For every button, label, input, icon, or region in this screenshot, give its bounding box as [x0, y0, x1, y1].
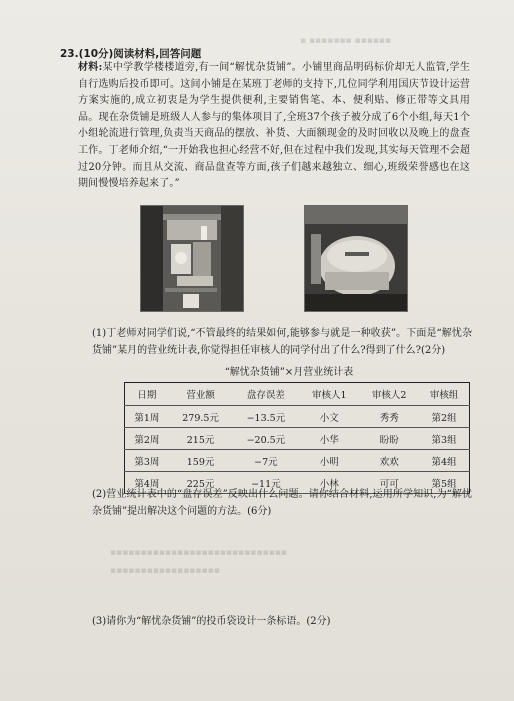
table-cell: 小林 — [299, 472, 359, 494]
table-header-cell: 审核人1 — [299, 383, 359, 406]
table-cell: 第3组 — [419, 428, 469, 450]
table-cell: −7元 — [232, 450, 299, 472]
table-cell: −11元 — [232, 472, 299, 494]
table-row — [125, 428, 470, 450]
question-1: (1)丁老师对同学们说,“不管最终的结果如何,能够参与就是一种收获”。下面是“解忧杂货铺”某月的营业统计表,你觉得担任审核人的同学付出了什么?得到了什么?(2分) — [92, 328, 472, 356]
question-title: 23.(10分)阅读材料,回答问题 — [60, 48, 202, 60]
bleed-through-text: ▪▪▪▪▪▪▪▪▪▪▪▪▪▪▪▪▪▪▪▪▪▪▪▪▪▪▪▪▪ — [110, 548, 287, 558]
material-paragraph — [78, 60, 470, 193]
table-header-cell: 审核组 — [419, 383, 469, 406]
table-header-cell: 日期 — [125, 383, 169, 406]
table-cell: −13.5元 — [232, 406, 299, 428]
photo-coin-box — [304, 205, 408, 312]
table-row — [125, 406, 470, 428]
table-cell: 159元 — [169, 450, 233, 472]
table-cell: 可可 — [359, 472, 419, 494]
table-cell: 279.5元 — [169, 406, 233, 428]
table-cell: 第3周 — [125, 450, 169, 472]
table-cell: 215元 — [169, 428, 233, 450]
table-title: “解忧杂货铺”×月营业统计表 — [224, 367, 354, 378]
sales-statistics-table — [124, 382, 470, 494]
table-cell: 盼盼 — [359, 428, 419, 450]
bleed-through-text: ▪▪▪▪▪▪▪▪▪▪▪▪▪▪▪▪▪▪ — [110, 566, 220, 576]
table-header-cell: 审核人2 — [359, 383, 419, 406]
table-cell: 小华 — [299, 428, 359, 450]
material-text: 某中学教学楼楼道旁,有一间“解忧杂货铺”。小铺里商品明码标价却无人监管,学生自行选购后投币即可。这间小铺是在某班丁老师的支持下,几位同学利用国庆节设计运营方案实施的,成立初衷是为学生提供便利,主要销售笔、本、便利贴、修正带等文具用品。现在杂货铺是班级人人参与的集体项目了,全班37个孩子被分成了6个小组,每天1个小组轮流进行管理,负责当天商品的摆放、补货、大面额现金的及时回收以及晚上的盘查工作。丁老师介绍,“一开始我也担心经营不好,但在过程中我们发现,其实每天管理不会超过20分钟。而且从交流、商品盘查等方面,孩子们越来越独立、细心,班级荣誉感也在这期间慢慢培养起来了。” — [78, 62, 470, 190]
photo-shelf — [140, 205, 244, 312]
table-cell: −20.5元 — [232, 428, 299, 450]
table-cell: 第2组 — [419, 406, 469, 428]
question-3: (3)请你为“解忧杂货铺”的投币袋设计一条标语。(2分) — [92, 616, 331, 627]
table-header-cell: 营业额 — [169, 383, 233, 406]
table-cell: 秀秀 — [359, 406, 419, 428]
table-cell: 小文 — [299, 406, 359, 428]
material-label: 材料: — [78, 62, 103, 73]
table-header-row — [125, 383, 470, 406]
shelf-illustration — [141, 206, 243, 311]
table-cell: 第2周 — [125, 428, 169, 450]
table-header-cell: 盘存误差 — [232, 383, 299, 406]
bleed-through-text: ▪ ▪▪▪▪▪▪▪ ▪▪▪▪▪▪ — [300, 36, 392, 46]
table-cell: 225元 — [169, 472, 233, 494]
table-cell: 第1周 — [125, 406, 169, 428]
table-cell: 小明 — [299, 450, 359, 472]
coin-box-illustration — [305, 206, 407, 311]
question-2: (2)营业统计表中的“盘存误差”反映出什么问题。请你结合材料,运用所学知识,为“解忧杂货铺”提出解决这个问题的方法。(6分) — [92, 489, 472, 517]
table-cell: 第5组 — [419, 472, 469, 494]
table-row — [125, 450, 470, 472]
table-cell: 第4周 — [125, 472, 169, 494]
table-cell: 欢欢 — [359, 450, 419, 472]
table-cell: 第4组 — [419, 450, 469, 472]
